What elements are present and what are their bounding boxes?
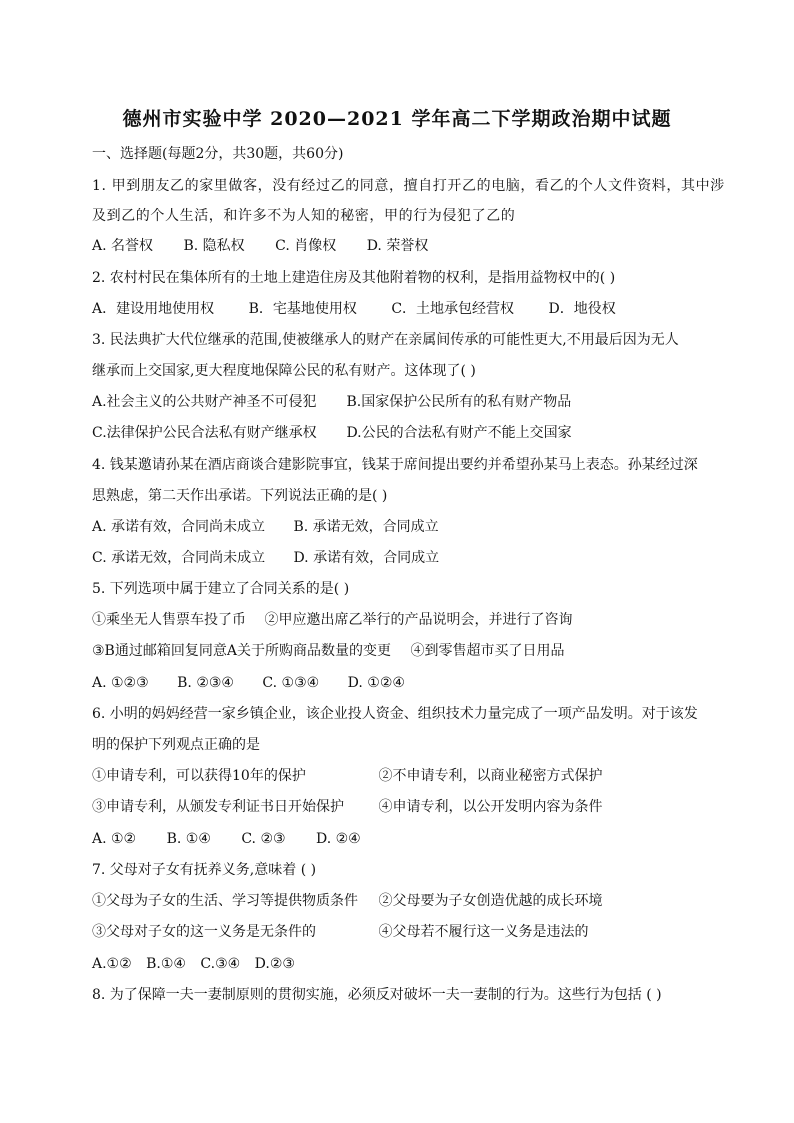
option-d: D.公民的合法私有财产不能上交国家 bbox=[346, 425, 572, 441]
option-b: B. 隐私权 bbox=[183, 238, 245, 254]
option-d: D. ②④ bbox=[316, 831, 361, 847]
question-7-text: 7. 父母对子女有抚养义务,意味着 ( ) bbox=[92, 862, 317, 878]
option-a: A. ①② bbox=[92, 831, 137, 847]
question-2-options bbox=[92, 299, 616, 319]
question-6-text-cont: 明的保护下列观点正确的是 bbox=[92, 737, 260, 753]
item-4: ④到零售超市买了日用品 bbox=[410, 643, 565, 659]
option-d: D．地役权 bbox=[548, 301, 616, 317]
option-b: B.①④ bbox=[146, 956, 186, 972]
question-1-text-cont: 及到乙的个人生活，和许多不为人知的秘密，甲的行为侵犯了乙的 bbox=[92, 208, 516, 224]
exam-title: 德州市实验中学 2020—2021 学年高二下学期政治期中试题 bbox=[122, 108, 672, 130]
question-6-items-row2 bbox=[92, 797, 602, 817]
question-3-text-cont: 继承而上交国家,更大程度地保障公民的私有财产。这体现了( ) bbox=[92, 363, 476, 379]
option-d: D. 荣誉权 bbox=[366, 238, 429, 254]
item-3: ③B通过邮箱回复同意A关于所购商品数量的变更 bbox=[92, 643, 391, 659]
item-2: ②不申请专利，以商业秘密方式保护 bbox=[378, 768, 603, 784]
question-1-options bbox=[92, 236, 428, 256]
option-c: C. ②③ bbox=[241, 831, 286, 847]
item-3: ③父母对子女的这一义务是无条件的 bbox=[92, 924, 316, 940]
question-4-text-cont: 思熟虑，第二天作出承诺。下列说法正确的是( ) bbox=[92, 488, 388, 504]
question-3-options-row2 bbox=[92, 423, 572, 443]
option-b: B.国家保护公民所有的私有财产物品 bbox=[346, 394, 572, 410]
question-6-options bbox=[92, 829, 361, 849]
question-4-options-row1 bbox=[92, 517, 439, 537]
option-c: C. ①③④ bbox=[262, 675, 320, 691]
question-4-options-row2 bbox=[92, 548, 439, 568]
option-d: D. 承诺有效，合同成立 bbox=[293, 550, 440, 566]
item-3: ③申请专利，从颁发专利证书日开始保护 bbox=[92, 799, 344, 815]
question-5-options bbox=[92, 673, 405, 693]
question-5-text: 5. 下列选项中属于建立了合同关系的是( ) bbox=[92, 581, 350, 597]
question-6-items-row1 bbox=[92, 766, 602, 786]
option-a: A. 名誉权 bbox=[92, 238, 154, 254]
option-a: A．建设用地使用权 bbox=[92, 301, 215, 317]
option-a: A. 承诺有效，合同尚未成立 bbox=[92, 519, 266, 535]
option-d: D. ①②④ bbox=[347, 675, 405, 691]
item-4: ④父母若不履行这一义务是违法的 bbox=[378, 924, 589, 940]
question-5-items-row2 bbox=[92, 641, 564, 661]
question-8-text: 8. 为了保障一夫一妻制原则的贯彻实施，必须反对破坏一夫一妻制的行为。这些行为包括 ( ) bbox=[92, 987, 662, 1003]
question-4-text: 4. 钱某邀请孙某在酒店商谈合建影院事宜，钱某于席间提出要约并希望孙某马上表态。孙某经过深 bbox=[92, 457, 698, 473]
question-7-items-row1 bbox=[92, 891, 602, 911]
option-c: C. 承诺无效，合同尚未成立 bbox=[92, 550, 266, 566]
question-7-options bbox=[92, 954, 295, 974]
option-c: C.法律保护公民合法私有财产继承权 bbox=[92, 425, 317, 441]
option-b: B. 承诺无效，合同成立 bbox=[293, 519, 439, 535]
option-a: A. ①②③ bbox=[92, 675, 149, 691]
option-b: B．宅基地使用权 bbox=[248, 301, 357, 317]
section-heading: 一、选择题(每题2分，共30题，共60分) bbox=[92, 146, 344, 162]
item-2: ②父母要为子女创造优越的成长环境 bbox=[378, 893, 603, 909]
option-a: A.社会主义的公共财产神圣不可侵犯 bbox=[92, 394, 317, 410]
option-c: C.③④ bbox=[200, 956, 241, 972]
option-b: B. ②③④ bbox=[177, 675, 234, 691]
item-4: ④申请专利，以公开发明内容为条件 bbox=[378, 799, 603, 815]
question-1-text: 1. 甲到朋友乙的家里做客，没有经过乙的同意，擅自打开乙的电脑，看乙的个人文件资料，其中涉 bbox=[92, 178, 725, 194]
option-d: D.②③ bbox=[254, 956, 295, 972]
item-1: ①父母为子女的生活、学习等提供物质条件 bbox=[92, 893, 358, 909]
question-6-text: 6. 小明的妈妈经营一家乡镇企业，该企业投人资金、组织技术力量完成了一项产品发明。对于该发 bbox=[92, 706, 698, 722]
option-c: C．土地承包经营权 bbox=[391, 301, 515, 317]
item-2: ②甲应邀出席乙举行的产品说明会，并进行了咨询 bbox=[264, 612, 573, 628]
option-b: B. ①④ bbox=[166, 831, 211, 847]
question-7-items-row2 bbox=[92, 922, 588, 942]
option-c: C. 肖像权 bbox=[275, 238, 337, 254]
item-1: ①乘坐无人售票车投了币 bbox=[92, 612, 246, 628]
item-1: ①申请专利，可以获得10年的保护 bbox=[92, 768, 306, 784]
question-2-text: 2. 农村村民在集体所有的土地上建造住房及其他附着物的权利，是指用益物权中的( ) bbox=[92, 270, 616, 286]
question-3-text: 3. 民法典扩大代位继承的范围,使被继承人的财产在亲属间传承的可能性更大,不用最后因为无人 bbox=[92, 332, 679, 348]
question-3-options-row1 bbox=[92, 392, 571, 412]
option-a: A.①② bbox=[92, 956, 132, 972]
question-5-items-row1 bbox=[92, 610, 572, 630]
